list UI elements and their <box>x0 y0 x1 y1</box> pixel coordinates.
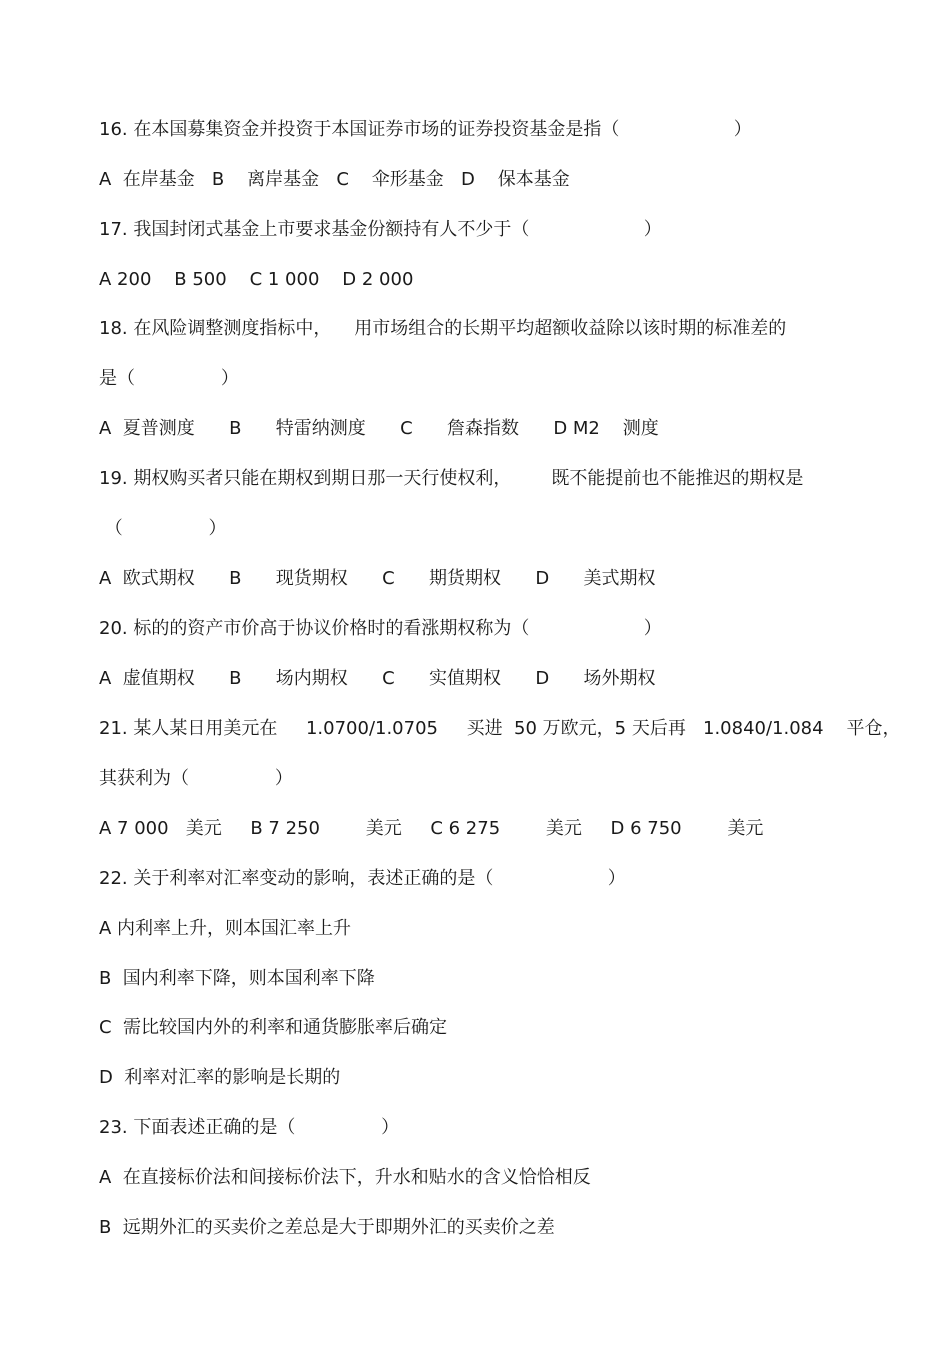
question-18-stem-line-1: 18. 在风险调整测度指标中， 用市场组合的长期平均超额收益除以该时期的标准差的 <box>99 318 787 339</box>
question-22-option-b: B 国内利率下降，则本国利率下降 <box>99 968 375 989</box>
question-21-stem-line-1: 21. 某人某日用美元在 1.0700/1.0705 买进 50 万欧元，5 天后再 1.0840/1.084 平仓， <box>99 718 901 739</box>
question-22-stem: 22. 关于利率对汇率变动的影响，表述正确的是（ ） <box>99 868 626 889</box>
question-22-option-d: D 利率对汇率的影响是长期的 <box>99 1067 341 1088</box>
question-18-stem-line-2: 是（ ） <box>99 368 239 389</box>
question-19-options: A 欧式期权 B 现货期权 C 期货期权 D 美式期权 <box>99 568 656 589</box>
question-21-stem-line-2: 其获利为（ ） <box>99 768 293 789</box>
question-19-stem-line-1: 19. 期权购买者只能在期权到期日那一天行使权利， 既不能提前也不能推迟的期权是 <box>99 468 804 489</box>
question-19-stem-line-2: （ ） <box>99 518 227 539</box>
question-16-stem: 16. 在本国募集资金并投资于本国证券市场的证券投资基金是指（ ） <box>99 119 752 140</box>
question-23-stem: 23. 下面表述正确的是（ ） <box>99 1117 400 1138</box>
question-20-stem: 20. 标的的资产市价高于协议价格时的看涨期权称为（ ） <box>99 618 662 639</box>
question-18-options: A 夏普测度 B 特雷纳测度 C 詹森指数 D M2 测度 <box>99 418 659 439</box>
question-17-options: A 200 B 500 C 1 000 D 2 000 <box>99 269 414 290</box>
question-23-option-a: A 在直接标价法和间接标价法下，升水和贴水的含义恰恰相反 <box>99 1167 591 1188</box>
question-23-option-b: B 远期外汇的买卖价之差总是大于即期外汇的买卖价之差 <box>99 1217 555 1238</box>
question-17-stem: 17. 我国封闭式基金上市要求基金份额持有人不少于（ ） <box>99 219 662 240</box>
question-16-options: A 在岸基金 B 离岸基金 C 伞形基金 D 保本基金 <box>99 169 570 190</box>
question-20-options: A 虚值期权 B 场内期权 C 实值期权 D 场外期权 <box>99 668 656 689</box>
question-22-option-a: A 内利率上升，则本国汇率上升 <box>99 918 352 939</box>
question-22-option-c: C 需比较国内外的利率和通货膨胀率后确定 <box>99 1017 448 1038</box>
question-21-options: A 7 000 美元 B 7 250 美元 C 6 275 美元 D 6 750 美元 <box>99 818 764 839</box>
